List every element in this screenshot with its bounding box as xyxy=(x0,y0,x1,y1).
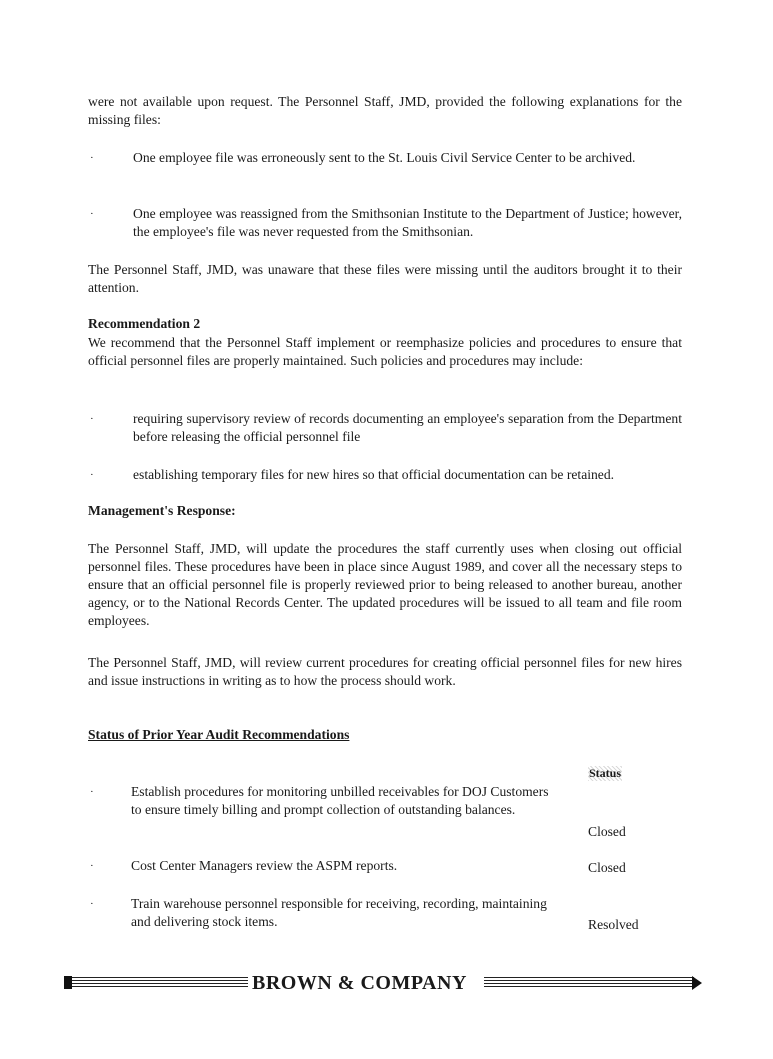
footer-arrow-icon xyxy=(692,976,702,990)
bullet-marker: · xyxy=(90,208,94,220)
missing-file-text-1: One employee file was erroneously sent to the St. Louis Civil Service Center to be archived. xyxy=(133,150,636,165)
prior-year-row-status-3: Resolved xyxy=(588,917,639,932)
prior-year-row-status-2: Closed xyxy=(588,860,626,875)
prior-year-heading: Status of Prior Year Audit Recommendations xyxy=(88,727,350,742)
prior-year-row-text-1: Establish procedures for monitoring unbilled receivables for DOJ Customers to ensure timely billing and prompt collection of outstanding balances. xyxy=(131,784,549,817)
bullet-marker: · xyxy=(90,898,94,910)
recommendation-heading: Recommendation 2 xyxy=(88,316,201,331)
bullet-marker: · xyxy=(90,413,94,425)
footer-rule-right xyxy=(484,977,694,989)
company-footer xyxy=(64,970,704,998)
company-name: BROWN & COMPANY xyxy=(252,972,467,994)
bullet-marker: · xyxy=(90,786,94,798)
prior-year-row-status-1: Closed xyxy=(588,824,626,839)
recommendation-item-text-2: establishing temporary files for new hires so that official documentation can be retained. xyxy=(133,467,615,482)
unaware-paragraph: The Personnel Staff, JMD, was unaware that these files were missing until the auditors brought it to their attention. xyxy=(88,262,682,295)
bullet-marker: · xyxy=(90,469,94,481)
bullet-marker: · xyxy=(90,152,94,164)
management-response-paragraph-1: The Personnel Staff, JMD, will update the procedures the staff currently uses when closing out official personnel files. These procedures have been in place since August 1989, and cover all the necessary steps to ensure that an official personnel file is properly reviewed prior to being released to another bureau, another agency, or to the National Records Center. The updated procedures will be issued to all team and file room employees. xyxy=(88,541,682,628)
management-response-heading: Management's Response: xyxy=(88,503,236,518)
missing-file-text-2: One employee was reassigned from the Smithsonian Institute to the Department of Justice; however, the employee's file was never requested from the Smithsonian. xyxy=(133,206,682,239)
intro-paragraph: were not available upon request. The Personnel Staff, JMD, provided the following explanations for the missing files: xyxy=(88,94,682,127)
footer-rule-left xyxy=(72,977,248,989)
status-column-header: Status xyxy=(589,766,622,780)
management-response-paragraph-2: The Personnel Staff, JMD, will review current procedures for creating official personnel files for new hires and issue instructions in writing as to how the process should work. xyxy=(88,655,682,688)
recommendation-item-text-1: requiring supervisory review of records documenting an employee's separation from the Department before releasing the official personnel file xyxy=(133,411,682,444)
prior-year-row-text-2: Cost Center Managers review the ASPM reports. xyxy=(131,858,398,873)
prior-year-row-text-3: Train warehouse personnel responsible for receiving, recording, maintaining and delivering stock items. xyxy=(131,896,547,929)
bullet-marker: · xyxy=(90,860,94,872)
recommendation-paragraph: We recommend that the Personnel Staff implement or reemphasize policies and procedures to ensure that official personnel files are properly maintained. Such policies and procedures may include: xyxy=(88,335,682,368)
footer-square-icon xyxy=(64,976,72,989)
